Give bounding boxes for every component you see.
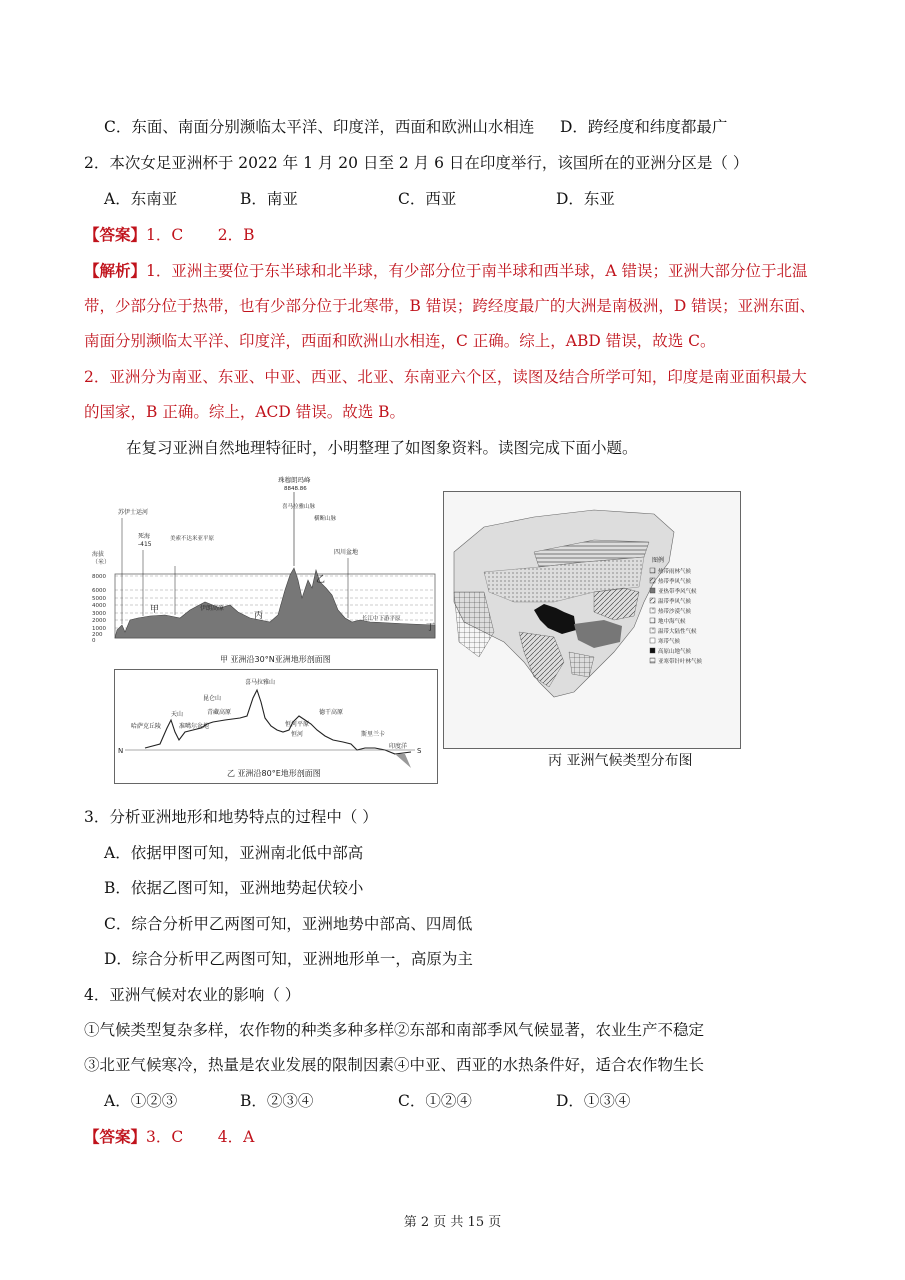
answer-3-4	[84, 1127, 254, 1147]
figure-bing-caption: 丙 亚洲气候类型分布图	[548, 753, 693, 769]
q2-option-b: B．南亚	[240, 190, 298, 208]
label-iran-plateau: 伊朗高原	[200, 605, 225, 612]
label-himalaya: 喜马拉雅山脉	[282, 504, 316, 510]
answer-label: 【答案】	[84, 1127, 147, 1146]
y-tick: 200	[92, 632, 103, 638]
y-tick: 3000	[92, 611, 106, 617]
y-tick: 0	[92, 638, 96, 644]
yi-kunlun: 昆仑山	[203, 695, 222, 702]
y-tick: 6000	[92, 588, 106, 594]
q2-option-d: D．东亚	[556, 190, 615, 208]
analysis-line-3: 南面分别濒临太平洋、印度洋，西面和欧洲山水相连，C 正确。综上，ABD 错误，故选 C。	[84, 332, 716, 350]
y-tick: 2000	[92, 618, 106, 624]
yi-kazakh: 哈萨克丘陵	[131, 723, 162, 730]
label-dead-sea: 死海	[138, 533, 151, 540]
yi-n: N	[118, 747, 124, 755]
q1-option-c: C．东面、南面分别濒临太平洋、印度洋，西面和欧洲山水相连	[104, 118, 535, 136]
yi-tianshan: 天山	[171, 711, 184, 718]
q2-stem: 2．本次女足亚洲杯于 2022 年 1 月 20 日至 2 月 6 日在印度举行，该国所在的亚洲分区是（ ）	[84, 154, 749, 172]
figure-bing-svg	[444, 492, 740, 748]
legend-title: 图例	[652, 557, 665, 564]
legend-item: 温带季风气候	[658, 599, 692, 605]
analysis-line-2: 带，少部分位于热带，也有少部分位于北寒带，B 错误；跨经度最广的大洲是南极洲，D 错误；亚洲东面、	[84, 297, 816, 315]
label-hengduan: 横断山脉	[314, 516, 337, 522]
q3-option-b: B．依据乙图可知，亚洲地势起伏较小	[104, 879, 364, 897]
figure-yi	[114, 669, 438, 784]
yi-ganges: 恒河	[291, 731, 304, 738]
legend-item: 热带沙漠气候	[658, 609, 692, 615]
legend-item: 寒带气候	[658, 639, 681, 645]
yi-junggar: 准噶尔盆地	[179, 723, 210, 730]
label-yi: 乙	[316, 575, 326, 585]
page-footer: 第 2 页 共 15 页	[403, 1215, 502, 1230]
q4-option-b: B．②③④	[240, 1092, 314, 1110]
peak-label: 珠穆朗玛峰	[278, 476, 311, 484]
answer-1-2	[84, 225, 254, 245]
q4-option-d: D．①③④	[556, 1092, 631, 1110]
q3-option-c: C．综合分析甲乙两图可知，亚洲地势中部高、四周低	[104, 915, 473, 933]
legend-item: 亚寒带针叶林气候	[658, 659, 703, 665]
legend-item: 地中海气候	[658, 619, 686, 625]
yi-s: S	[417, 747, 422, 755]
figure-yi-svg	[115, 670, 437, 783]
q2-option-c: C．西亚	[398, 190, 457, 208]
legend-item: 亚热带季风气候	[658, 589, 697, 595]
q4-statements-2: ③北亚气候寒冷，热量是农业发展的限制因素④中亚、西亚的水热条件好，适合农作物生长	[84, 1056, 705, 1074]
answer-text: 3．C 4．A	[146, 1128, 255, 1146]
analysis-line-4: 2．亚洲分为南亚、东亚、中亚、西亚、北亚、东南亚六个区，读图及结合所学可知，印度是南亚面积最大	[84, 368, 807, 386]
yi-indian-ocean: 印度洋	[389, 743, 408, 750]
yi-srilanka: 斯里兰卡	[361, 731, 386, 738]
y-tick: 4000	[92, 603, 106, 609]
figure-jia	[90, 470, 445, 670]
analysis-text-1: 1．亚洲主要位于东半球和北半球，有少部分位于南半球和西半球，A 错误；亚洲大部分位于北温	[146, 262, 808, 280]
figure-jia-svg	[90, 470, 445, 670]
legend-item: 温带大陆性气候	[658, 629, 697, 635]
label-dead-sea-depth: -415	[138, 541, 152, 548]
label-bing: 丙	[254, 611, 264, 621]
yi-qtp: 青藏高原	[207, 709, 232, 716]
y-tick: 1000	[92, 626, 106, 632]
q3-option-a: A．依据甲图可知，亚洲南北低中部高	[104, 844, 364, 862]
analysis-line-1	[84, 261, 808, 281]
label-suez: 苏伊士运河	[118, 509, 149, 516]
label-jia: 甲	[150, 605, 160, 615]
answer-text: 1．C 2．B	[146, 226, 255, 244]
y-tick: 5000	[92, 596, 106, 602]
q4-stem: 4．亚洲气候对农业的影响（ ）	[84, 986, 301, 1004]
figure-jia-caption: 甲 亚洲沿30°N亚洲地形剖面图	[220, 655, 331, 664]
q1-option-d: D．跨经度和纬度都最广	[560, 118, 728, 136]
intro-text: 在复习亚洲自然地理特征时，小明整理了如图象资料。读图完成下面小题。	[126, 439, 638, 457]
q3-stem: 3．分析亚洲地形和地势特点的过程中（ ）	[84, 808, 378, 826]
legend-item: 高原山地气候	[658, 649, 692, 655]
q4-option-c: C．①②④	[398, 1092, 472, 1110]
legend-item: 热带季风气候	[658, 579, 692, 585]
analysis-line-5: 的国家，B 正确。综上，ACD 错误。故选 B。	[84, 403, 406, 421]
figure-bing	[443, 491, 741, 749]
figure-yi-caption: 乙 亚洲沿80°E地形剖面图	[227, 769, 321, 778]
answer-label: 【答案】	[84, 225, 147, 244]
q4-statements-1: ①气候类型复杂多样，农作物的种类多种多样②东部和南部季风气候显著，农业生产不稳定	[84, 1021, 705, 1039]
y-tick: 8000	[92, 574, 106, 580]
peak-value: 8848.86	[284, 486, 307, 492]
yi-himalaya: 喜马拉雅山	[245, 679, 276, 686]
legend-item: 热带雨林气候	[658, 569, 692, 575]
label-yangtze-plain: 长江中下游平原	[362, 616, 401, 622]
yi-deccan: 德干高原	[319, 709, 344, 716]
label-mesopotamia: 美索不达米亚平原	[170, 536, 215, 542]
yi-ganges-plain: 恒河平原	[285, 721, 310, 728]
q4-option-a: A．①②③	[104, 1092, 178, 1110]
q3-option-d: D．综合分析甲乙两图可知，亚洲地形单一，高原为主	[104, 950, 473, 968]
y-axis-unit: （米）	[92, 559, 111, 566]
q2-option-a: A．东南亚	[104, 190, 178, 208]
label-ding: 丁	[426, 623, 436, 633]
label-sichuan: 四川盆地	[334, 549, 359, 556]
analysis-label: 【解析】	[84, 261, 147, 280]
y-axis-title: 海拔	[92, 551, 105, 558]
